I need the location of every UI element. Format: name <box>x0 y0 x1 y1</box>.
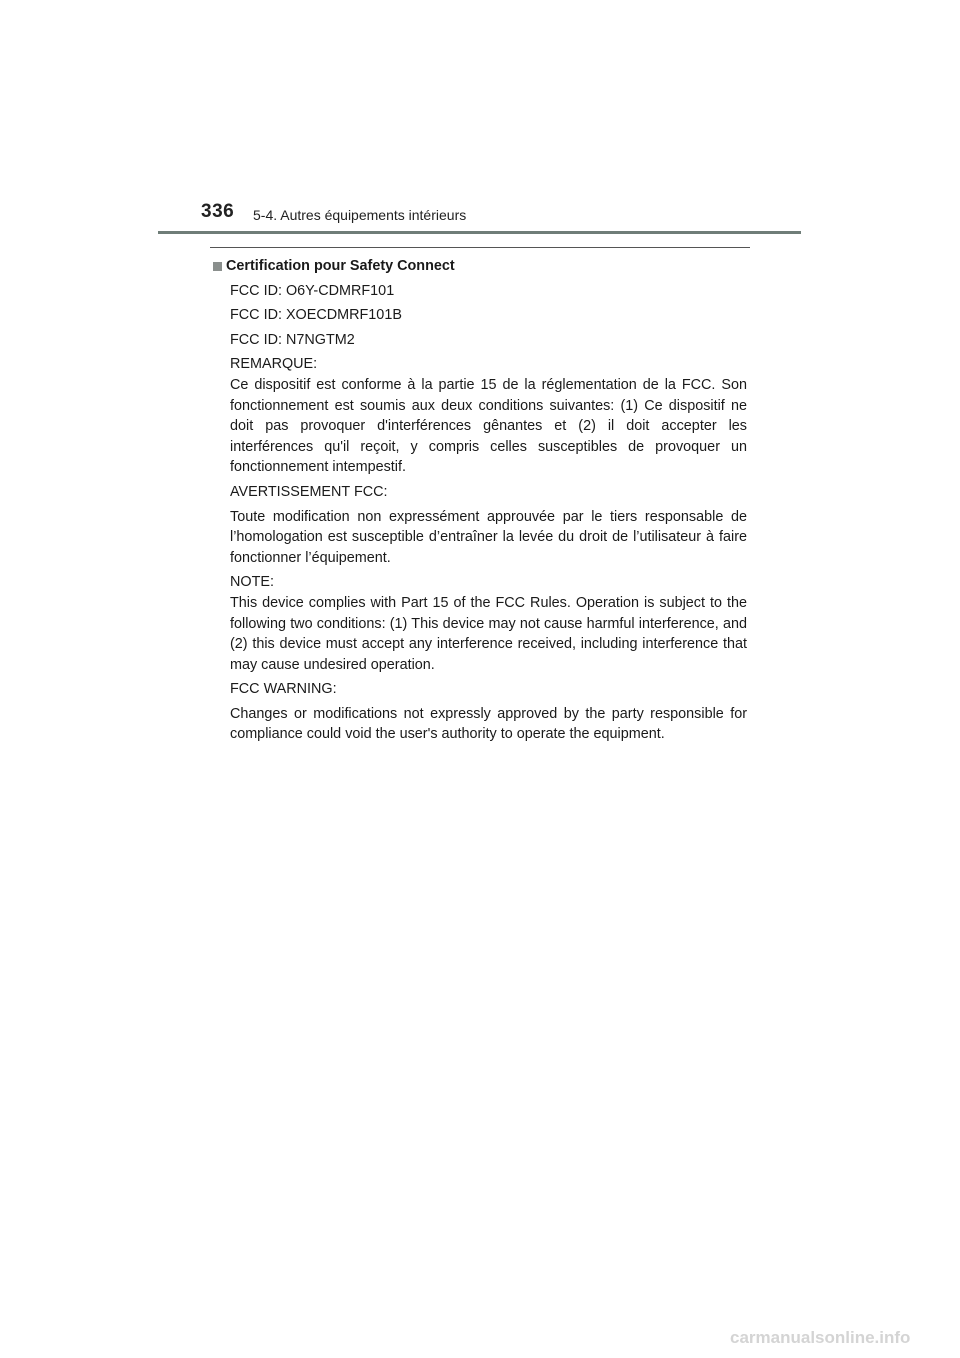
square-bullet-icon <box>213 262 222 271</box>
warning-text: Changes or modifications not expressly approved by the party responsible for compliance could void the user's authority to operate the equipment. <box>230 705 747 743</box>
fcc-id-line: FCC ID: N7NGTM2 <box>230 331 355 348</box>
heading-text: Certification pour Safety Connect <box>226 258 455 274</box>
watermark: carmanualsonline.info <box>730 1328 911 1347</box>
avertissement-label: AVERTISSEMENT FCC: <box>230 483 388 500</box>
remarque-block <box>230 354 747 478</box>
section-title: 5-4. Autres équipements intérieurs <box>253 207 467 223</box>
note-block <box>230 572 747 675</box>
content-rule <box>210 247 750 248</box>
content-area <box>213 256 747 749</box>
avertissement-text: Toute modification non expressément approuvée par le tiers responsable de l’homologation est susceptible d’entraîner la levée du droit de l’utilisateur à faire fonctionner l’équipement. <box>230 508 747 566</box>
body-block <box>213 281 747 745</box>
header-rule <box>158 231 801 234</box>
warning-label: FCC WARNING: <box>230 681 337 698</box>
note-text: This device complies with Part 15 of the FCC Rules. Operation is subject to the following two conditions: (1) This device may not cause harmful interference, and (2) this device must accept any interference received, including interference that may cause undesired operation. <box>230 594 747 673</box>
note-label: NOTE: <box>230 574 274 591</box>
section-heading <box>213 256 747 277</box>
page-number: 336 <box>201 201 235 222</box>
remarque-label: REMARQUE: <box>230 356 318 373</box>
fcc-id-line: FCC ID: O6Y-CDMRF101 <box>230 282 395 299</box>
fcc-id-line: FCC ID: XOECDMRF101B <box>230 307 402 324</box>
remarque-text: Ce dispositif est conforme à la partie 15 de la réglementation de la FCC. Son fonctionnement est soumis aux deux conditions suivantes: (1) Ce dispositif ne doit pas provoquer d'interférences gênantes et (2) il doit accepter les interférences qu'il reçoit, y compris celles susceptibles de provoquer un fonctionnement intempestif. <box>230 376 747 476</box>
